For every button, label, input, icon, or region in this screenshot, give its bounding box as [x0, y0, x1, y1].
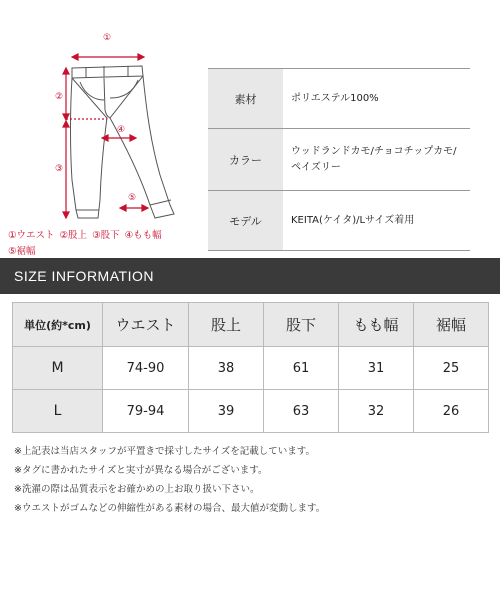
- table-row: [13, 390, 489, 433]
- header-rise: 股上: [189, 303, 264, 347]
- marker-rise: ②: [55, 92, 64, 102]
- table-cell: 61: [264, 347, 339, 390]
- info-label: カラー: [208, 129, 283, 190]
- header-inseam: 股下: [264, 303, 339, 347]
- marker-thigh: ④: [117, 125, 126, 135]
- product-info-table: [208, 68, 470, 251]
- info-value: ウッドランドカモ/チョコチップカモ/ペイズリー: [291, 145, 457, 173]
- left-leg-outline: [71, 78, 108, 218]
- header-thigh: もも幅: [339, 303, 414, 347]
- marker-hem: ⑤: [128, 193, 137, 203]
- pants-measurement-diagram: [0, 0, 215, 258]
- legend-thigh: ④もも幅: [124, 230, 162, 241]
- note-line: ※洗濯の際は品質表示をお確かめの上お取り扱い下さい。: [14, 484, 260, 495]
- marker-waist: ①: [103, 33, 112, 43]
- note-line: ※ウエストがゴムなどの伸縮性がある素材の場合、最大値が変動します。: [14, 503, 326, 514]
- info-label: モデル: [208, 191, 283, 250]
- table-cell: 38: [189, 347, 264, 390]
- legend-rise: ②股上: [59, 230, 88, 241]
- header-hem: 裾幅: [414, 303, 489, 347]
- info-value: ポリエステル100%: [291, 92, 379, 104]
- table-cell: 79-94: [103, 390, 189, 433]
- header-waist: ウエスト: [103, 303, 189, 347]
- note-line: ※上記表は当店スタッフが平置きで採寸したサイズを記載しています。: [14, 446, 315, 457]
- table-row: [13, 347, 489, 390]
- size-table: [12, 302, 489, 433]
- table-cell: 31: [339, 347, 414, 390]
- legend-hem: ⑤裾幅: [8, 246, 36, 257]
- table-cell: 25: [414, 347, 489, 390]
- table-cell: 32: [339, 390, 414, 433]
- size-information-banner: [0, 258, 500, 294]
- notes: [14, 442, 490, 518]
- info-row-color: [208, 129, 470, 191]
- table-cell: 74-90: [103, 347, 189, 390]
- legend-inseam: ③股下: [92, 230, 120, 241]
- marker-inseam: ③: [55, 164, 64, 174]
- header-unit: 単位(約*cm): [13, 303, 103, 347]
- info-row-material: [208, 69, 470, 129]
- table-cell: 63: [264, 390, 339, 433]
- note-line: ※タグに書かれたサイズと実寸が異なる場合がございます。: [14, 465, 268, 476]
- size-label: M: [13, 347, 103, 390]
- info-label: 素材: [208, 69, 283, 128]
- table-cell: 39: [189, 390, 264, 433]
- legend-waist: ①ウエスト: [8, 230, 55, 241]
- info-value: KEITA(ケイタ)/Lサイズ着用: [291, 214, 415, 226]
- size-label: L: [13, 390, 103, 433]
- info-row-model: [208, 191, 470, 251]
- section-title: SIZE INFORMATION: [14, 268, 154, 284]
- waistband-outline: [72, 66, 143, 78]
- size-table-header-row: [13, 303, 489, 347]
- table-cell: 26: [414, 390, 489, 433]
- measurement-legend: [8, 228, 218, 260]
